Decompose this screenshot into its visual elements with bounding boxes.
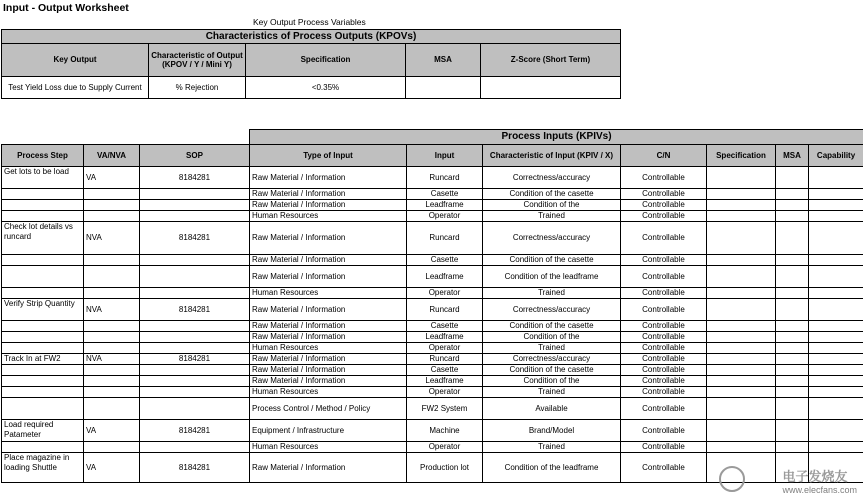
- kpiv-cell-va-nva: [84, 365, 140, 376]
- kpiv-row: [2, 266, 863, 288]
- kpiv-cell-specification: [707, 321, 776, 332]
- kpiv-cell-characteristic: Correctness/accuracy: [483, 222, 621, 255]
- kpiv-cell-process-step: [2, 398, 84, 420]
- kpiv-cell-va-nva: NVA: [84, 222, 140, 255]
- kpiv-cell-type-of-input: Raw Material / Information: [250, 200, 407, 211]
- kpov-cell-characteristic: % Rejection: [149, 77, 246, 99]
- kpiv-cell-cn: Controllable: [621, 321, 707, 332]
- kpiv-row: [2, 222, 863, 255]
- kpiv-cell-capability: [809, 376, 863, 387]
- kpov-header-specification: Specification: [246, 44, 406, 77]
- kpiv-cell-type-of-input: Human Resources: [250, 288, 407, 299]
- kpiv-cell-sop: [140, 376, 250, 387]
- kpiv-cell-type-of-input: Raw Material / Information: [250, 376, 407, 387]
- kpiv-cell-capability: [809, 189, 863, 200]
- kpiv-cell-va-nva: VA: [84, 453, 140, 483]
- kpiv-cell-capability: [809, 365, 863, 376]
- kpiv-cell-characteristic: Condition of the: [483, 200, 621, 211]
- kpiv-cell-type-of-input: Human Resources: [250, 343, 407, 354]
- kpiv-header-characteristic: Characteristic of Input (KPIV / X): [483, 145, 621, 167]
- kpiv-cell-sop: [140, 288, 250, 299]
- kpiv-cell-sop: [140, 189, 250, 200]
- kpiv-cell-specification: [707, 222, 776, 255]
- kpiv-header-type-of-input: Type of Input: [250, 145, 407, 167]
- kpiv-cell-va-nva: [84, 332, 140, 343]
- kpiv-row: [2, 343, 863, 354]
- kpov-cell-zscore: [481, 77, 621, 99]
- kpiv-cell-characteristic: Condition of the casette: [483, 365, 621, 376]
- kpiv-cell-msa: [776, 299, 809, 321]
- kpiv-cell-specification: [707, 299, 776, 321]
- kpiv-cell-characteristic: Trained: [483, 288, 621, 299]
- kpiv-cell-msa: [776, 398, 809, 420]
- kpiv-table: [1, 129, 863, 483]
- kpiv-cell-msa: [776, 211, 809, 222]
- kpiv-cell-characteristic: Condition of the casette: [483, 255, 621, 266]
- kpiv-header-sop: SOP: [140, 145, 250, 167]
- kpiv-cell-capability: [809, 442, 863, 453]
- kpiv-cell-capability: [809, 332, 863, 343]
- kpiv-cell-msa: [776, 376, 809, 387]
- kpiv-cell-msa: [776, 387, 809, 398]
- kpiv-row: [2, 299, 863, 321]
- kpiv-cell-process-step: [2, 200, 84, 211]
- kpiv-cell-msa: [776, 288, 809, 299]
- kpiv-cell-cn: Controllable: [621, 189, 707, 200]
- kpiv-cell-input: Casette: [407, 189, 483, 200]
- kpiv-cell-va-nva: [84, 288, 140, 299]
- kpiv-header-va-nva: VA/NVA: [84, 145, 140, 167]
- kpiv-cell-va-nva: [84, 387, 140, 398]
- kpiv-cell-characteristic: Trained: [483, 442, 621, 453]
- kpiv-cell-sop: 8184281: [140, 354, 250, 365]
- kpiv-cell-va-nva: [84, 398, 140, 420]
- kpov-header-characteristic: Characteristic of Output (KPOV / Y / Mini Y): [149, 44, 246, 77]
- kpiv-cell-characteristic: Trained: [483, 387, 621, 398]
- kpiv-cell-sop: 8184281: [140, 299, 250, 321]
- kpiv-cell-characteristic: Trained: [483, 211, 621, 222]
- kpiv-row: [2, 200, 863, 211]
- kpiv-cell-type-of-input: Raw Material / Information: [250, 354, 407, 365]
- kpiv-cell-specification: [707, 211, 776, 222]
- kpiv-cell-input: Leadframe: [407, 266, 483, 288]
- kpiv-cell-sop: [140, 200, 250, 211]
- kpiv-cell-process-step: Place magazine in loading Shuttle: [2, 453, 84, 483]
- kpiv-cell-capability: [809, 167, 863, 189]
- kpiv-row: [2, 365, 863, 376]
- kpiv-cell-sop: [140, 387, 250, 398]
- kpiv-row: [2, 376, 863, 387]
- kpiv-header-specification: Specification: [707, 145, 776, 167]
- kpiv-cell-va-nva: [84, 211, 140, 222]
- kpiv-cell-type-of-input: Raw Material / Information: [250, 365, 407, 376]
- kpiv-cell-cn: Controllable: [621, 442, 707, 453]
- kpiv-cell-capability: [809, 387, 863, 398]
- kpiv-row: [2, 288, 863, 299]
- kpiv-cell-msa: [776, 420, 809, 442]
- kpiv-cell-process-step: [2, 332, 84, 343]
- kpiv-cell-specification: [707, 200, 776, 211]
- kpiv-cell-specification: [707, 387, 776, 398]
- kpiv-cell-cn: Controllable: [621, 299, 707, 321]
- kpiv-cell-input: Machine: [407, 420, 483, 442]
- kpiv-cell-cn: Controllable: [621, 255, 707, 266]
- kpiv-cell-characteristic: Brand/Model: [483, 420, 621, 442]
- kpiv-cell-process-step: [2, 365, 84, 376]
- kpiv-row: [2, 255, 863, 266]
- kpiv-cell-specification: [707, 442, 776, 453]
- kpiv-cell-input: Casette: [407, 255, 483, 266]
- kpiv-cell-process-step: [2, 288, 84, 299]
- kpiv-cell-cn: Controllable: [621, 200, 707, 211]
- kpiv-cell-process-step: [2, 211, 84, 222]
- kpiv-cell-capability: [809, 321, 863, 332]
- kpiv-cell-characteristic: Condition of the: [483, 376, 621, 387]
- watermark: [782, 466, 857, 495]
- kpiv-cell-capability: [809, 343, 863, 354]
- kpiv-cell-characteristic: Condition of the leadframe: [483, 266, 621, 288]
- kpiv-cell-capability: [809, 200, 863, 211]
- kpiv-cell-process-step: [2, 343, 84, 354]
- kpiv-cell-process-step: [2, 255, 84, 266]
- kpiv-row: [2, 354, 863, 365]
- kpiv-cell-process-step: Check lot details vs runcard: [2, 222, 84, 255]
- kpiv-header-input: Input: [407, 145, 483, 167]
- kpiv-cell-msa: [776, 200, 809, 211]
- kpiv-cell-process-step: [2, 387, 84, 398]
- kpiv-cell-capability: [809, 398, 863, 420]
- kpiv-row: [2, 321, 863, 332]
- kpiv-cell-process-step: [2, 321, 84, 332]
- kpiv-cell-process-step: Load required Patameter: [2, 420, 84, 442]
- watermark-brand: 电子发烧友: [782, 469, 848, 484]
- kpiv-cell-cn: Controllable: [621, 222, 707, 255]
- kpiv-cell-input: Casette: [407, 365, 483, 376]
- kpiv-cell-cn: Controllable: [621, 288, 707, 299]
- kpiv-cell-cn: Controllable: [621, 266, 707, 288]
- kpiv-cell-capability: [809, 354, 863, 365]
- kpiv-cell-sop: [140, 211, 250, 222]
- kpiv-cell-type-of-input: Raw Material / Information: [250, 222, 407, 255]
- kpiv-row: [2, 167, 863, 189]
- kpiv-cell-cn: Controllable: [621, 365, 707, 376]
- kpiv-cell-va-nva: VA: [84, 420, 140, 442]
- kpiv-cell-msa: [776, 321, 809, 332]
- kpiv-cell-msa: [776, 255, 809, 266]
- kpiv-cell-sop: [140, 321, 250, 332]
- kpiv-cell-characteristic: Trained: [483, 343, 621, 354]
- kpiv-cell-sop: 8184281: [140, 420, 250, 442]
- kpiv-row: [2, 420, 863, 442]
- kpov-cell-msa: [406, 77, 481, 99]
- kpiv-cell-type-of-input: Raw Material / Information: [250, 453, 407, 483]
- kpiv-cell-process-step: [2, 266, 84, 288]
- kpiv-cell-msa: [776, 354, 809, 365]
- kpiv-header-msa: MSA: [776, 145, 809, 167]
- kpiv-cell-specification: [707, 420, 776, 442]
- kpiv-cell-sop: [140, 266, 250, 288]
- kpiv-cell-va-nva: [84, 442, 140, 453]
- kpiv-cell-specification: [707, 376, 776, 387]
- kpiv-cell-msa: [776, 343, 809, 354]
- kpiv-cell-input: Production lot: [407, 453, 483, 483]
- kpiv-cell-input: Runcard: [407, 167, 483, 189]
- kpiv-cell-specification: [707, 255, 776, 266]
- kpiv-cell-sop: [140, 343, 250, 354]
- kpiv-cell-specification: [707, 167, 776, 189]
- kpiv-cell-cn: Controllable: [621, 420, 707, 442]
- kpiv-cell-characteristic: Available: [483, 398, 621, 420]
- kpiv-cell-capability: [809, 222, 863, 255]
- kpiv-cell-type-of-input: Human Resources: [250, 387, 407, 398]
- kpiv-row: [2, 332, 863, 343]
- kpiv-cell-capability: [809, 211, 863, 222]
- kpiv-cell-sop: [140, 255, 250, 266]
- kpiv-cell-va-nva: [84, 343, 140, 354]
- kpiv-banner-spacer: [2, 130, 250, 145]
- kpiv-header-capability: Capability: [809, 145, 863, 167]
- kpiv-cell-specification: [707, 365, 776, 376]
- kpiv-cell-characteristic: Condition of the casette: [483, 321, 621, 332]
- kpiv-cell-capability: [809, 299, 863, 321]
- kpiv-cell-sop: [140, 442, 250, 453]
- kpiv-cell-va-nva: [84, 376, 140, 387]
- kpiv-cell-type-of-input: Raw Material / Information: [250, 167, 407, 189]
- kpov-header-zscore: Z-Score (Short Term): [481, 44, 621, 77]
- kpiv-cell-characteristic: Condition of the: [483, 332, 621, 343]
- kpiv-cell-input: Operator: [407, 288, 483, 299]
- kpiv-cell-sop: [140, 398, 250, 420]
- kpiv-row: [2, 211, 863, 222]
- kpov-table: [1, 29, 621, 99]
- kpiv-cell-capability: [809, 288, 863, 299]
- kpiv-cell-capability: [809, 420, 863, 442]
- kpiv-cell-sop: [140, 365, 250, 376]
- kpiv-cell-specification: [707, 343, 776, 354]
- kpiv-row: [2, 387, 863, 398]
- kpiv-cell-type-of-input: Raw Material / Information: [250, 299, 407, 321]
- kpiv-cell-process-step: Track In at FW2: [2, 354, 84, 365]
- kpiv-cell-type-of-input: Raw Material / Information: [250, 255, 407, 266]
- kpiv-cell-cn: Controllable: [621, 387, 707, 398]
- kpiv-cell-sop: 8184281: [140, 453, 250, 483]
- kpiv-cell-capability: [809, 266, 863, 288]
- kpiv-cell-va-nva: [84, 189, 140, 200]
- kpiv-cell-characteristic: Condition of the leadframe: [483, 453, 621, 483]
- kpiv-cell-input: Operator: [407, 211, 483, 222]
- kpiv-cell-process-step: Get lots to be load: [2, 167, 84, 189]
- worksheet-subtitle: Key Output Process Variables: [253, 17, 366, 27]
- kpiv-cell-type-of-input: Raw Material / Information: [250, 266, 407, 288]
- kpov-header-msa: MSA: [406, 44, 481, 77]
- kpiv-cell-msa: [776, 442, 809, 453]
- kpiv-cell-msa: [776, 222, 809, 255]
- worksheet-title: Input - Output Worksheet: [3, 2, 129, 14]
- kpiv-cell-input: Casette: [407, 321, 483, 332]
- kpiv-cell-type-of-input: Raw Material / Information: [250, 332, 407, 343]
- kpiv-cell-va-nva: [84, 321, 140, 332]
- kpiv-cell-process-step: [2, 442, 84, 453]
- kpiv-rows: [2, 167, 863, 483]
- kpiv-cell-input: Operator: [407, 387, 483, 398]
- kpiv-cell-characteristic: Correctness/accuracy: [483, 167, 621, 189]
- kpiv-row: [2, 189, 863, 200]
- kpiv-cell-input: Runcard: [407, 222, 483, 255]
- kpiv-header-process-step: Process Step: [2, 145, 84, 167]
- kpiv-cell-sop: [140, 332, 250, 343]
- kpiv-cell-input: Leadframe: [407, 200, 483, 211]
- kpiv-cell-cn: Controllable: [621, 354, 707, 365]
- kpov-cell-key-output: Test Yield Loss due to Supply Current: [2, 77, 149, 99]
- kpiv-cell-input: Operator: [407, 343, 483, 354]
- kpiv-cell-input: Leadframe: [407, 376, 483, 387]
- kpiv-banner: Process Inputs (KPIVs): [250, 130, 863, 145]
- kpiv-cell-cn: Controllable: [621, 211, 707, 222]
- kpiv-cell-process-step: [2, 376, 84, 387]
- kpiv-cell-va-nva: NVA: [84, 354, 140, 365]
- kpiv-cell-va-nva: [84, 255, 140, 266]
- kpiv-row: [2, 442, 863, 453]
- kpiv-cell-specification: [707, 266, 776, 288]
- kpiv-cell-msa: [776, 266, 809, 288]
- kpiv-cell-type-of-input: Raw Material / Information: [250, 189, 407, 200]
- kpiv-cell-type-of-input: Process Control / Method / Policy: [250, 398, 407, 420]
- kpiv-cell-process-step: [2, 189, 84, 200]
- kpiv-cell-process-step: Verify Strip Quantity: [2, 299, 84, 321]
- kpiv-row: [2, 398, 863, 420]
- kpiv-cell-input: Operator: [407, 442, 483, 453]
- kpiv-cell-cn: Controllable: [621, 453, 707, 483]
- kpiv-cell-type-of-input: Human Resources: [250, 442, 407, 453]
- kpiv-cell-input: FW2 System: [407, 398, 483, 420]
- kpiv-cell-va-nva: [84, 266, 140, 288]
- kpiv-header-cn: C/N: [621, 145, 707, 167]
- watermark-url: www.elecfans.com: [782, 485, 857, 495]
- kpiv-cell-specification: [707, 332, 776, 343]
- kpiv-cell-type-of-input: Human Resources: [250, 211, 407, 222]
- kpiv-cell-msa: [776, 365, 809, 376]
- kpiv-cell-cn: Controllable: [621, 167, 707, 189]
- kpiv-cell-va-nva: NVA: [84, 299, 140, 321]
- kpiv-cell-capability: [809, 255, 863, 266]
- kpiv-cell-cn: Controllable: [621, 332, 707, 343]
- kpiv-cell-type-of-input: Equipment / Infrastructure: [250, 420, 407, 442]
- kpov-header-key-output: Key Output: [2, 44, 149, 77]
- kpiv-cell-characteristic: Correctness/accuracy: [483, 299, 621, 321]
- kpiv-cell-input: Runcard: [407, 354, 483, 365]
- watermark-logo-icon: [719, 466, 745, 492]
- kpiv-cell-cn: Controllable: [621, 398, 707, 420]
- kpov-banner: Characteristics of Process Outputs (KPOVs): [2, 30, 621, 44]
- kpiv-cell-cn: Controllable: [621, 343, 707, 354]
- kpiv-cell-msa: [776, 189, 809, 200]
- kpiv-cell-specification: [707, 189, 776, 200]
- kpiv-cell-input: Leadframe: [407, 332, 483, 343]
- kpiv-cell-specification: [707, 354, 776, 365]
- kpiv-cell-characteristic: Correctness/accuracy: [483, 354, 621, 365]
- kpov-cell-specification: <0.35%: [246, 77, 406, 99]
- kpiv-cell-input: Runcard: [407, 299, 483, 321]
- kpiv-cell-msa: [776, 167, 809, 189]
- kpiv-cell-type-of-input: Raw Material / Information: [250, 321, 407, 332]
- kpiv-cell-sop: 8184281: [140, 167, 250, 189]
- kpiv-cell-msa: [776, 332, 809, 343]
- kpiv-cell-characteristic: Condition of the casette: [483, 189, 621, 200]
- kpiv-cell-sop: 8184281: [140, 222, 250, 255]
- kpiv-cell-va-nva: VA: [84, 167, 140, 189]
- kpiv-cell-specification: [707, 288, 776, 299]
- kpiv-cell-cn: Controllable: [621, 376, 707, 387]
- kpiv-cell-va-nva: [84, 200, 140, 211]
- kpiv-cell-specification: [707, 398, 776, 420]
